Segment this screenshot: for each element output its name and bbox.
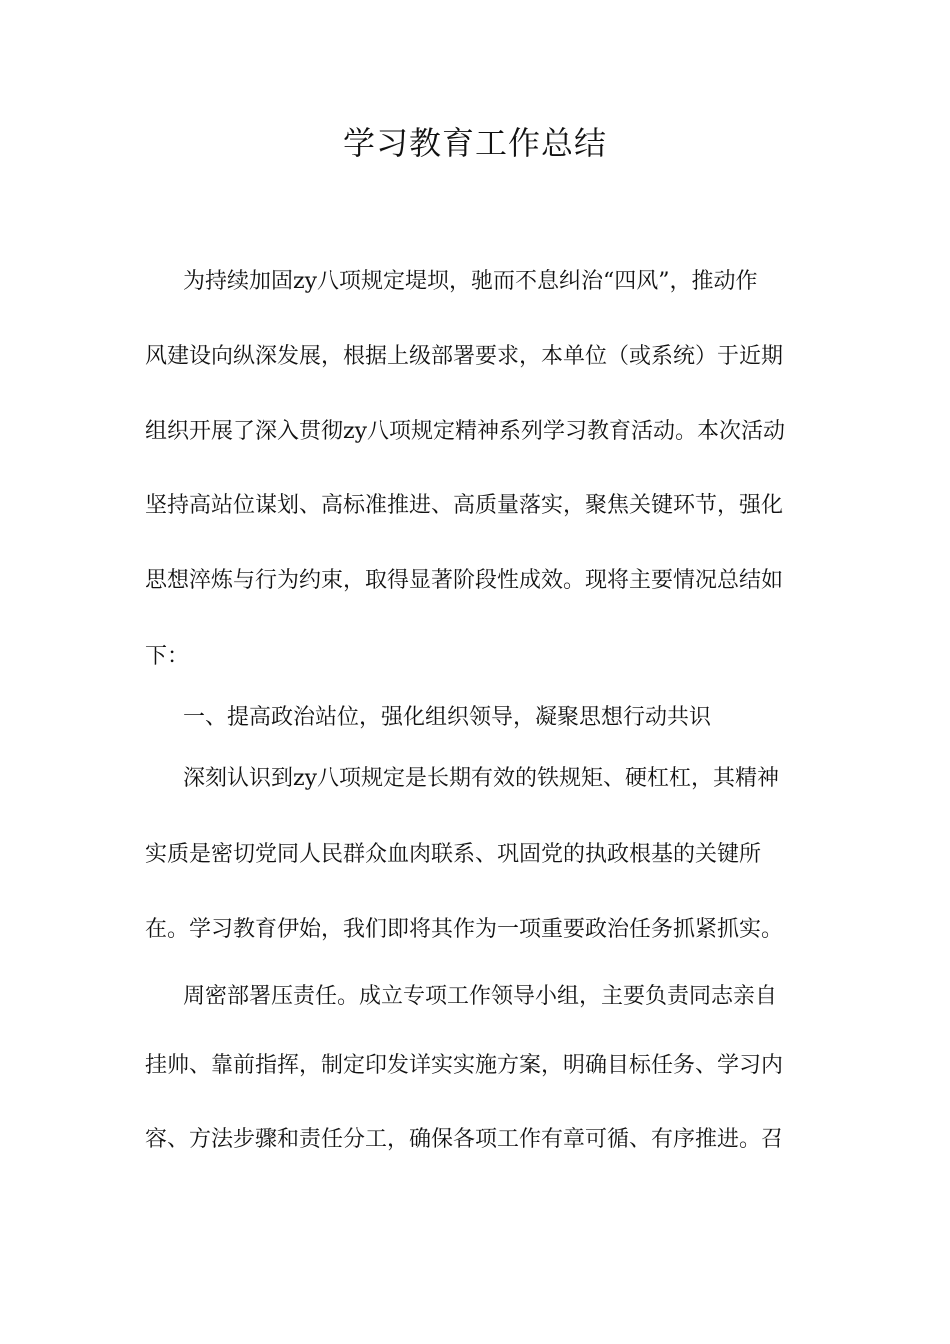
- paragraph-line: 坚持高站位谋划、高标准推进、高质量落实，聚焦关键环节，强化: [145, 493, 784, 518]
- paragraph-line: 周密部署压责任。成立专项工作领导小组，主要负责同志亲自: [183, 984, 778, 1009]
- paragraph-line: 容、方法步骤和责任分工，确保各项工作有章可循、有序推进。召: [145, 1127, 784, 1152]
- paragraph-line: 深刻认识到zy八项规定是长期有效的铁规矩、硬杠杠，其精神: [183, 766, 780, 791]
- paragraph-line: 挂帅、靠前指挥，制定印发详实实施方案，明确目标任务、学习内: [145, 1053, 784, 1078]
- paragraph-line: 思想淬炼与行为约束，取得显著阶段性成效。现将主要情况总结如: [145, 568, 784, 593]
- section-heading: 一、提高政治站位，强化组织领导，凝聚思想行动共识: [183, 705, 712, 730]
- paragraph-line: 下：: [145, 644, 190, 669]
- document-title: 学习教育工作总结: [342, 124, 607, 162]
- paragraph-line: 组织开展了深入贯彻zy八项规定精神系列学习教育活动。本次活动: [145, 419, 786, 444]
- paragraph-line: 在。学习教育伊始，我们即将其作为一项重要政治任务抓紧抓实。: [145, 917, 784, 942]
- paragraph-line: 为持续加固zy八项规定堤坝，驰而不息纠治“四风”，推动作: [183, 269, 758, 294]
- paragraph-line: 风建设向纵深发展，根据上级部署要求，本单位（或系统）于近期: [145, 344, 784, 369]
- paragraph-line: 实质是密切党同人民群众血肉联系、巩固党的执政根基的关键所: [145, 842, 762, 867]
